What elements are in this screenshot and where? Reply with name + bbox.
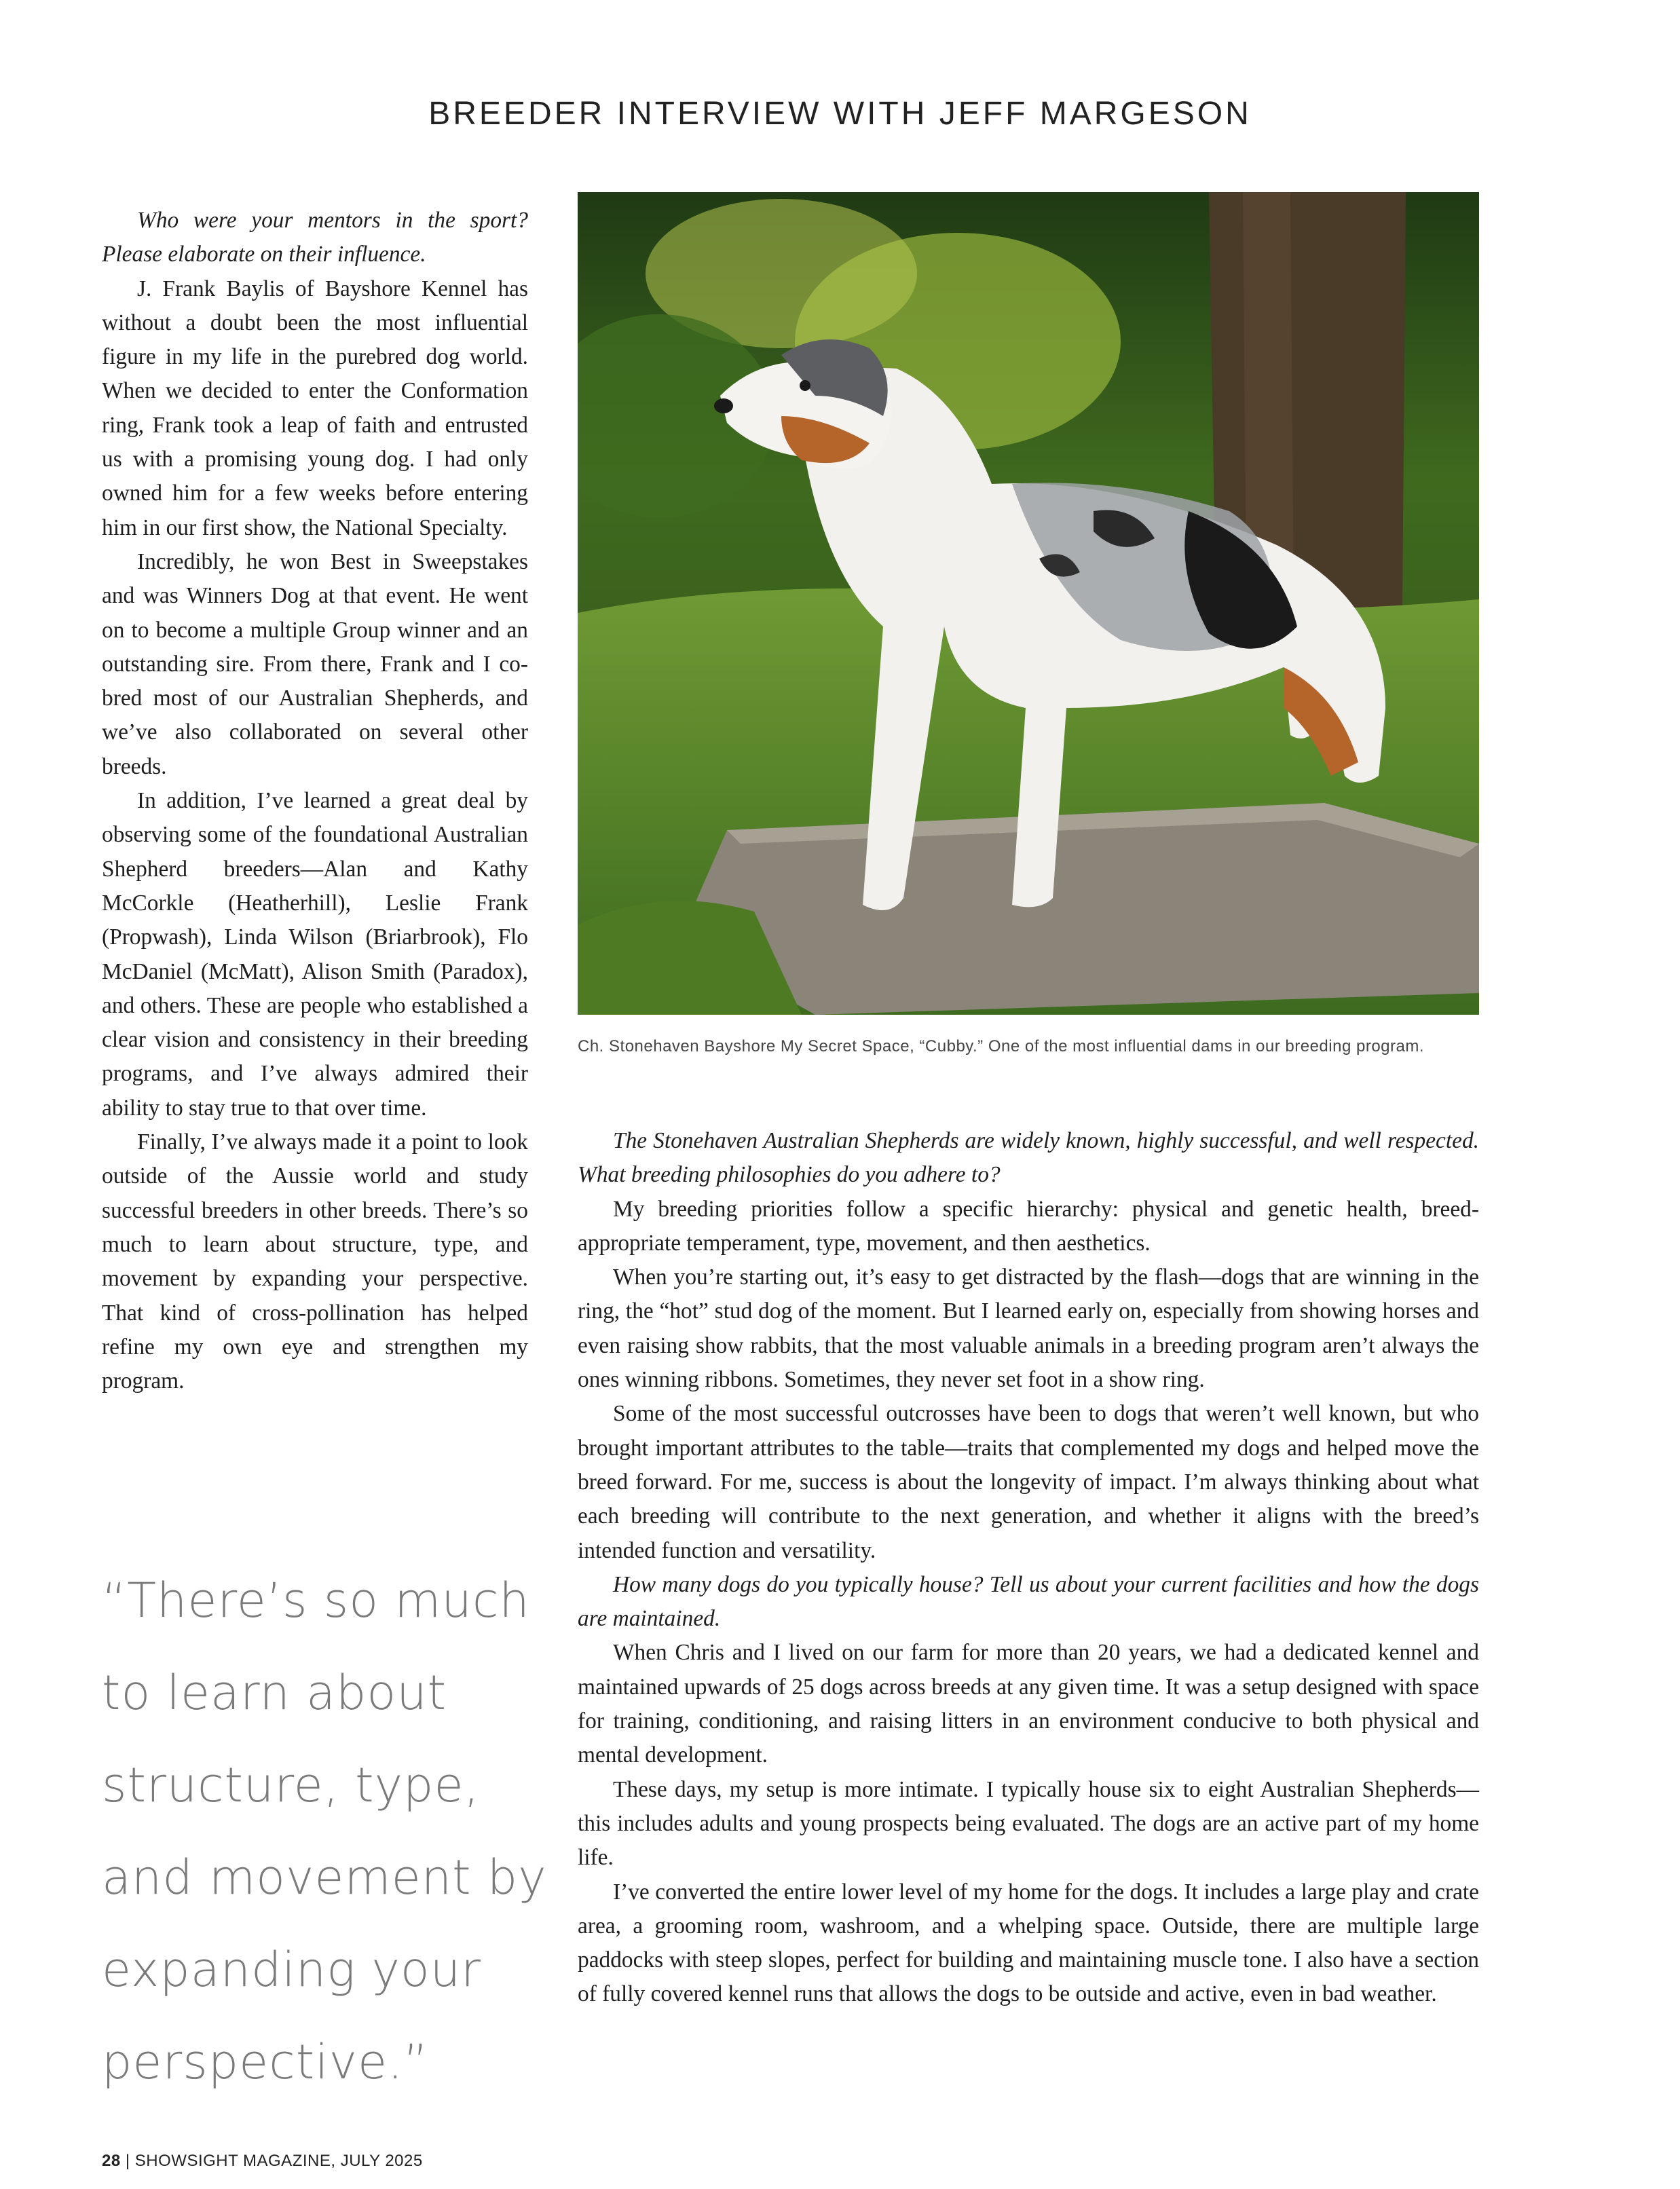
- publication-name: SHOWSIGHT MAGAZINE, JULY 2025: [134, 2152, 423, 2170]
- dog-eye-icon: [800, 380, 810, 391]
- dog-photo: [578, 192, 1479, 1015]
- paragraph: Some of the most successful outcrosses have been to dogs that weren’t well known, but who brought important attributes to the table—traits that complemented my dogs and helped move the breed forward. For me, success is about the longevity of impact. I’m always thinking about what each breeding will contribute to the next generation, and whether it aligns with the breed’s intended function and versatility.: [578, 1401, 1479, 1563]
- question-mentors: Who were your mentors in the sport? Please elaborate on their influence.: [102, 208, 528, 267]
- paragraph: When Chris and I lived on our farm for more than 20 years, we had a dedicated kennel and maintained upwards of 25 dogs across breeds at any given time. It was a setup designed with space for training, conditioning, and raising litters in an environment conducive to both physical and mental development.: [578, 1640, 1479, 1768]
- footer-separator: |: [120, 2152, 135, 2170]
- paragraph: These days, my setup is more intimate. I typically house six to eight Australian Shepherds—this includes adults and young prospects being evaluated. The dogs are an active part of my home life.: [578, 1776, 1479, 1871]
- page-header: BREEDER INTERVIEW WITH JEFF MARGESON: [428, 96, 1252, 132]
- paragraph: In addition, I’ve learned a great deal by observing some of the foundational Australian Shepherd breeders—Alan and Kathy McCorkle (Heatherhill), Leslie Frank (Propwash), Linda Wilson (Briarbrook), Flo McDaniel (McMatt), Alison Smith (Paradox), and others. These are people who established a clear vision and consistency in their breeding programs, and I’ve always admired their ability to stay true to that over time.: [102, 788, 528, 1121]
- paragraph: J. Frank Baylis of Bayshore Kennel has without a doubt been the most influential figure in my life in the purebred dog world. When we decided to enter the Conformation ring, Frank took a leap of faith and entrusted us with a promising young dog. I had only owned him for a few weeks before entering him in our first show, the National Specialty.: [102, 276, 528, 540]
- paragraph: When you’re starting out, it’s easy to get distracted by the flash—dogs that are winning in the ring, the “hot” stud dog of the moment. But I learned early on, especially from showing horses and even raising show rabbits, that the most valuable animals in a breeding program aren’t always the ones winning ribbons. Sometimes, they never set foot in a show ring.: [578, 1265, 1479, 1393]
- pull-quote: “There’s so much to learn about structure, type, and movement by expanding your perspective.”: [102, 1573, 547, 2090]
- paragraph: Finally, I’ve always made it a point to look outside of the Aussie world and study successful breeders in other breeds. There’s so much to learn about structure, type, and movement by expanding your perspective. That kind of cross-pollination has helped refine my own eye and strengthen my program.: [102, 1129, 528, 1394]
- paragraph: I’ve converted the entire lower level of my home for the dogs. It includes a large play and crate area, a grooming room, washroom, and a whelping space. Outside, there are multiple large paddocks with steep slopes, perfect for building and maintaining muscle tone. I also have a section of fully covered kennel runs that allows the dogs to be outside and active, even in bad weather.: [578, 1879, 1479, 2007]
- paragraph: My breeding priorities follow a specific hierarchy: physical and genetic health, breed-appropriate temperament, type, movement, and then aesthetics.: [578, 1196, 1479, 1256]
- left-column: [102, 204, 528, 1398]
- photo-caption: Ch. Stonehaven Bayshore My Secret Space, “Cubby.” One of the most influential dams in our breeding program.: [578, 1037, 1425, 1055]
- question-facilities: How many dogs do you typically house? Tell us about your current facilities and how the dogs are maintained.: [578, 1571, 1479, 1632]
- page-footer: [102, 2152, 423, 2171]
- paragraph: Incredibly, he won Best in Sweepstakes and was Winners Dog at that event. He went on to become a multiple Group winner and an outstanding sire. From there, Frank and I co-bred most of our Australian Shepherds, and we’ve also collaborated on several other breeds.: [102, 548, 528, 779]
- page-number: 28: [102, 2152, 121, 2170]
- question-philosophy: The Stonehaven Australian Shepherds are widely known, highly successful, and well respected. What breeding philosophies do you adhere to?: [578, 1128, 1479, 1188]
- right-column: [578, 1124, 1479, 2012]
